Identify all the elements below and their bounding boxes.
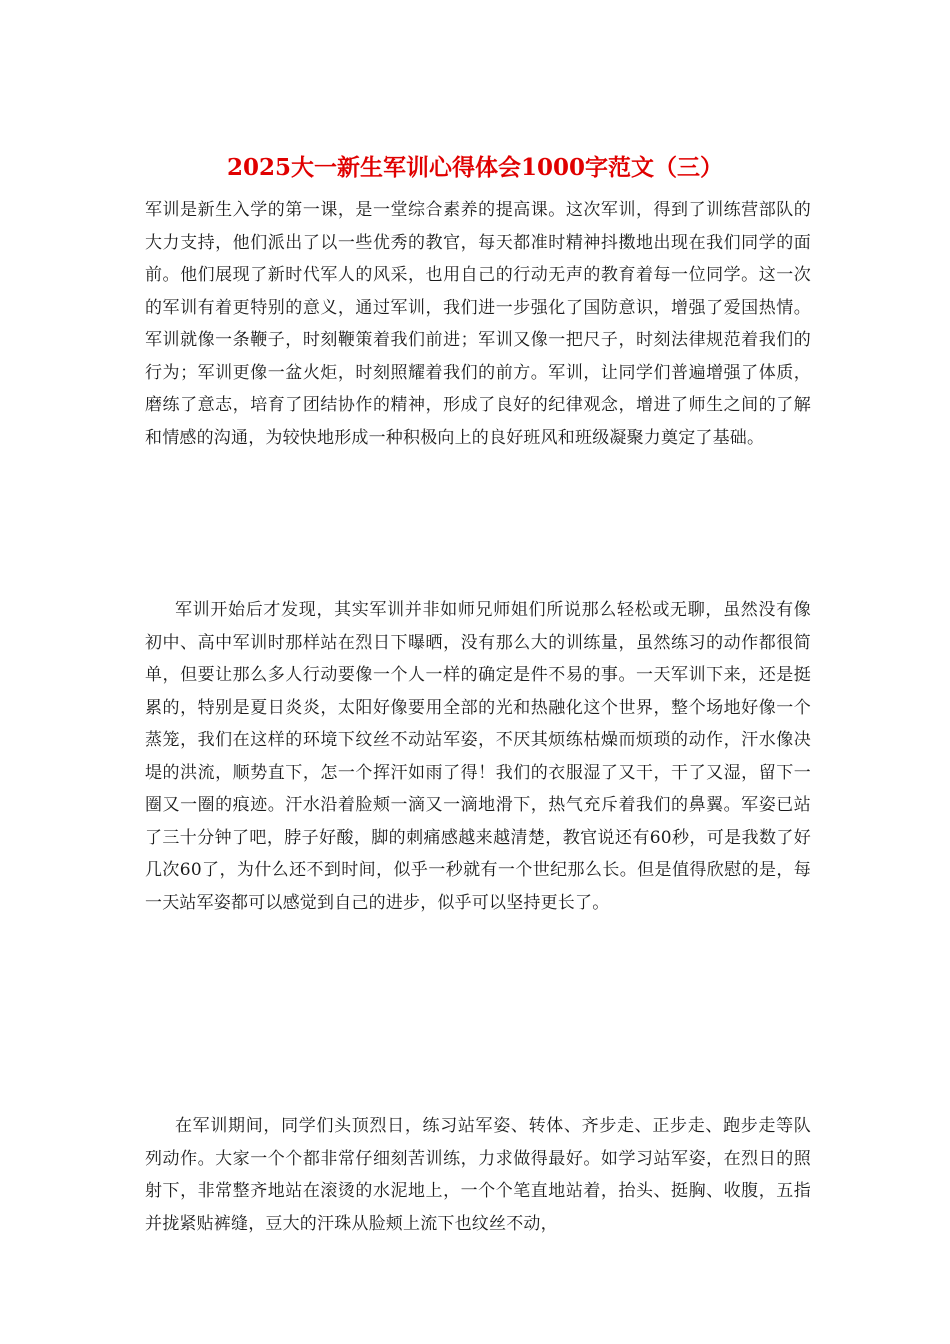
paragraph-3: 在军训期间，同学们头顶烈日，练习站军姿、转体、齐步走、正步走、跑步走等队列动作。大家一个个都非常仔细刻苦训练，力求做得最好。如学习站军姿，在烈日的照射下，非常整齐地站在滚烫的水泥地上，一个个笔直地站着，抬头、挺胸、收腹，五指并拢紧贴裤缝，豆大的汗珠从脸颊上流下也纹丝不动，	[145, 1116, 811, 1234]
paragraph-2: 军训开始后才发现，其实军训并非如师兄师姐们所说那么轻松或无聊，虽然没有像初中、高中军训时那样站在烈日下曝晒，没有那么大的训练量，虽然练习的动作都很简单，但要让那么多人行动要像一个人一样的确定是件不易的事。一天军训下来，还是挺累的，特别是夏日炎炎，太阳好像要用全部的光和热融化这个世界，整个场地好像一个蒸笼，我们在这样的环境下纹丝不动站军姿，不厌其烦练枯燥而烦琐的动作，汗水像决堤的洪流，顺势直下，怎一个挥汗如雨了得！我们的衣服湿了又干，干了又湿，留下一圈又一圈的痕迹。汗水沿着脸颊一滴又一滴地滑下，热气充斥着我们的鼻翼。军姿已站了三十分钟了吧，脖子好酸，脚的刺痛感越来越清楚，教官说还有60秒，可是我数了好几次60了，为什么还不到时间，似乎一秒就有一个世纪那么长。但是值得欣慰的是，每一天站军姿都可以感觉到自己的进步，似乎可以坚持更长了。	[145, 600, 811, 913]
paragraph-1: 军训是新生入学的第一课，是一堂综合素养的提高课。这次军训，得到了训练营部队的大力支持，他们派出了以一些优秀的教官，每天都准时精神抖擞地出现在我们同学的面前。他们展现了新时代军人的风采，也用自己的行动无声的教育着每一位同学。这一次的军训有着更特别的意义，通过军训，我们进一步强化了国防意识，增强了爱国热情。军训就像一条鞭子，时刻鞭策着我们前进；军训又像一把尺子，时刻法律规范着我们的行为；军训更像一盆火炬，时刻照耀着我们的前方。军训，让同学们普遍增强了体质，磨练了意志，培育了团结协作的精神，形成了良好的纪律观念，增进了师生之间的了解和情感的沟通，为较快地形成一种积极向上的良好班风和班级凝聚力奠定了基础。	[145, 200, 811, 448]
document-title: 2025大一新生军训心得体会1000字范文（三）	[226, 154, 724, 181]
